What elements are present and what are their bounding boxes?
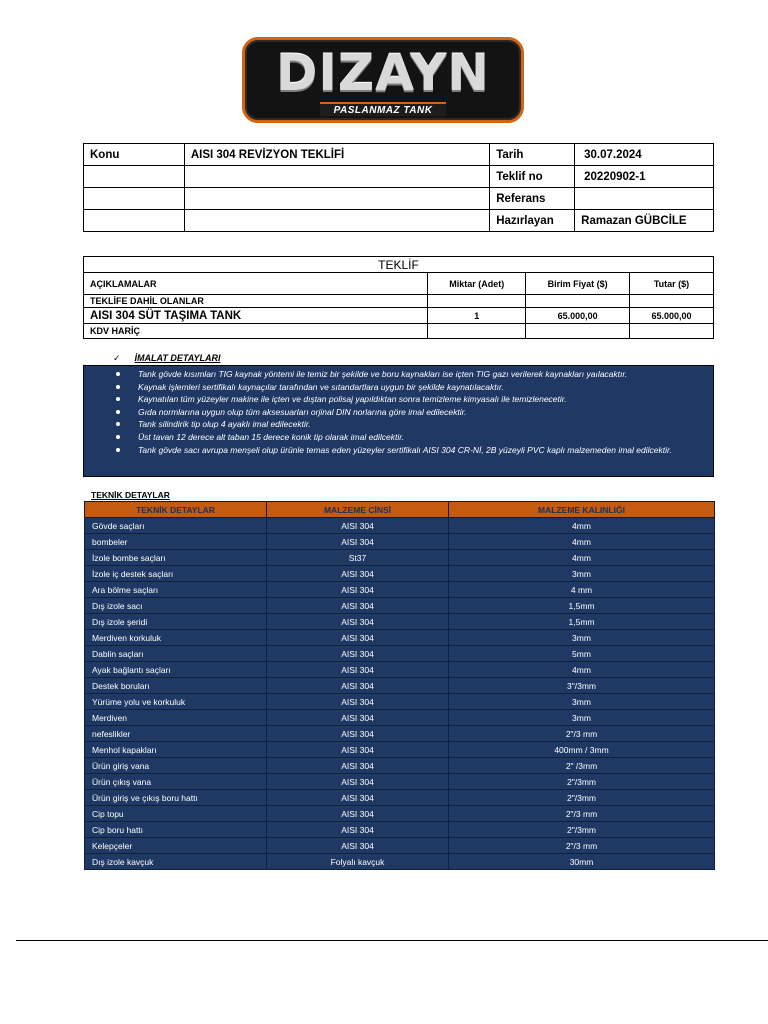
table-row [85,838,715,854]
list-item: Kaynak işlemleri sertifikalı kaynaçılar tarafından ve sıtandartlara uygun bir şekilde kaynatılacaktır. [138,381,713,394]
table-row [85,646,715,662]
technical-details-table [84,501,715,870]
imalat-list [84,368,713,456]
material-cell: AISI 304 [267,790,449,806]
detail-cell: Ara bölme saçları [85,582,267,598]
detail-cell: Cip boru hattı [85,822,267,838]
table-row [85,630,715,646]
tarih-label: Tarih [490,144,575,166]
detail-cell: Dış izole kavçuk [85,854,267,870]
material-cell: AISI 304 [267,534,449,550]
table-row [85,758,715,774]
table-row [85,806,715,822]
table-row [85,534,715,550]
detail-cell: Yürüme yolu ve korkuluk [85,694,267,710]
thickness-cell: 2"/3 mm [449,838,715,854]
quote-included-row [84,295,714,308]
material-cell: AISI 304 [267,614,449,630]
table-row [85,550,715,566]
detail-cell: nefeslikler [85,726,267,742]
material-cell: AISI 304 [267,662,449,678]
table-row [85,854,715,870]
thickness-cell: 3"/3mm [449,678,715,694]
hazirlayan-label: Hazırlayan [490,210,575,232]
empty-cell [184,166,489,188]
quote-header-row [84,273,714,295]
item-name: AISI 304 SÜT TAŞIMA TANK [84,308,428,324]
included-label: TEKLİFE DAHİL OLANLAR [84,295,428,308]
list-item: Kaynatılan tüm yüzeyler makine ile içten ve dıştan polisaj yapıldıktan sonra temizleme kimyasalı ile temizlenecetir. [138,393,713,406]
item-total: 65.000,00 [630,308,714,324]
table-row [85,662,715,678]
material-cell: AISI 304 [267,694,449,710]
empty-cell [526,295,630,308]
teknik-title: TEKNİK DETAYLAR [91,490,170,500]
thickness-cell: 4mm [449,662,715,678]
thickness-cell: 3mm [449,710,715,726]
empty-cell [630,295,714,308]
table-row [85,726,715,742]
col-aciklamalar: AÇIKLAMALAR [84,273,428,295]
imalat-title-text: İMALAT DETAYLARI [134,353,221,363]
detail-cell: Merdiven [85,710,267,726]
detail-cell: Dış izole şeridi [85,614,267,630]
footer-divider [16,940,768,941]
material-cell: AISI 304 [267,774,449,790]
table-row [85,614,715,630]
material-cell: AISI 304 [267,822,449,838]
list-item: Üst tavan 12 derece alt taban 15 derece konik tip olarak imal edilcektir. [138,431,713,444]
table-row [85,566,715,582]
thickness-cell: 4 mm [449,582,715,598]
thickness-cell: 3mm [449,630,715,646]
col-miktar: Miktar (Adet) [428,273,526,295]
imalat-title [113,353,221,364]
list-item: Tank gövde kısımları TIG kaynak yöntemi ile temiz bir şekilde ve boru kaynakları ise içten TIG gazı verilerek kaynakları yaılacaktır. [138,368,713,381]
thickness-cell: 2"/3mm [449,774,715,790]
list-item: Tank gövde sacı avrupa menşeli olup ürünle temas eden yüzeyler sertifikalı AISI 304 CR-Nİ, 2B yüzeyli PVC kaplı malzemeden imal edilcektir. [138,444,713,457]
thickness-cell: 30mm [449,854,715,870]
thickness-cell: 2" /3mm [449,758,715,774]
quote-kdv-row [84,324,714,339]
detail-cell: Merdiven korkuluk [85,630,267,646]
hazirlayan-value: Ramazan GÜBCİLE [575,210,714,232]
item-qty: 1 [428,308,526,324]
thickness-cell: 2"/3 mm [449,726,715,742]
thickness-cell: 2"/3mm [449,790,715,806]
col-teknik-detaylar: TEKNİK DETAYLAR [85,502,267,518]
table-row [85,790,715,806]
thickness-cell: 400mm / 3mm [449,742,715,758]
detail-cell: Ürün çıkış vana [85,774,267,790]
material-cell: AISI 304 [267,742,449,758]
material-cell: St37 [267,550,449,566]
quote-item-row [84,308,714,324]
logo-tagline: PASLANMAZ TANK [320,102,447,116]
material-cell: AISI 304 [267,678,449,694]
empty-cell [184,188,489,210]
imalat-details-box [83,365,714,477]
table-row [85,822,715,838]
list-item: Tank silindirik tip olup 4 ayaklı imal edilecektir. [138,418,713,431]
thickness-cell: 3mm [449,566,715,582]
empty-cell [428,295,526,308]
col-malzeme-cinsi: MALZEME CİNSİ [267,502,449,518]
detail-cell: İzole iç destek saçları [85,566,267,582]
item-unit-price: 65.000,00 [526,308,630,324]
teklif-no-label: Teklif no [490,166,575,188]
empty-cell [84,166,185,188]
checkmark-icon: ✓ [113,353,121,363]
detail-cell: Kelepçeler [85,838,267,854]
material-cell: AISI 304 [267,582,449,598]
thickness-cell: 3mm [449,694,715,710]
material-cell: AISI 304 [267,726,449,742]
konu-value: AISI 304 REVİZYON TEKLİFİ [184,144,489,166]
material-cell: AISI 304 [267,518,449,534]
tarih-value: 30.07.2024 [575,144,714,166]
referans-label: Referans [490,188,575,210]
detail-cell: Dış izole sacı [85,598,267,614]
empty-cell [526,324,630,339]
thickness-cell: 1,5mm [449,614,715,630]
header-row-hazirlayan [84,210,714,232]
detail-cell: Cip topu [85,806,267,822]
logo-wordmark: DIZAYN [275,44,491,102]
table-row [85,582,715,598]
konu-label: Konu [84,144,185,166]
col-tutar: Tutar ($) [630,273,714,295]
table-row [85,518,715,534]
detail-cell: Ürün giriş vana [85,758,267,774]
table-row [85,598,715,614]
detail-cell: Gövde saçları [85,518,267,534]
empty-cell [428,324,526,339]
header-row-referans [84,188,714,210]
thickness-cell: 4mm [449,534,715,550]
teklif-no-value: 20220902-1 [575,166,714,188]
material-cell: AISI 304 [267,598,449,614]
material-cell: AISI 304 [267,758,449,774]
table-row [85,678,715,694]
material-cell: AISI 304 [267,566,449,582]
detail-cell: Ürün giriş ve çıkış boru hattı [85,790,267,806]
material-cell: AISI 304 [267,646,449,662]
material-cell: AISI 304 [267,710,449,726]
header-info-table [83,143,714,232]
thickness-cell: 1,5mm [449,598,715,614]
detail-cell: bombeler [85,534,267,550]
material-cell: Folyalı kavçuk [267,854,449,870]
kdv-note: KDV HARİÇ [84,324,428,339]
tech-body [85,518,715,870]
referans-value [575,188,714,210]
thickness-cell: 2"/3mm [449,822,715,838]
table-row [85,774,715,790]
material-cell: AISI 304 [267,630,449,646]
empty-cell [84,188,185,210]
material-cell: AISI 304 [267,838,449,854]
col-birim-fiyat: Birim Fiyat ($) [526,273,630,295]
thickness-cell: 4mm [449,518,715,534]
header-row-teklif-no [84,166,714,188]
quote-table [83,256,714,339]
detail-cell: Destek boruları [85,678,267,694]
list-item: Gıda normlarına uygun olup tüm aksesuarları orjinal DIN norlarına göre imal edilecektir. [138,406,713,419]
detail-cell: Dablin saçları [85,646,267,662]
col-malzeme-kalinligi: MALZEME KALINLIĞI [449,502,715,518]
detail-cell: Ayak bağlantı saçları [85,662,267,678]
table-row [85,694,715,710]
empty-cell [630,324,714,339]
table-row [85,742,715,758]
thickness-cell: 4mm [449,550,715,566]
table-row [85,710,715,726]
material-cell: AISI 304 [267,806,449,822]
company-logo [242,37,524,123]
thickness-cell: 5mm [449,646,715,662]
thickness-cell: 2"/3 mm [449,806,715,822]
empty-cell [84,210,185,232]
empty-cell [184,210,489,232]
header-row-konu [84,144,714,166]
tech-header-row [85,502,715,518]
quote-title: TEKLİF [84,257,714,273]
detail-cell: Menhol kapakları [85,742,267,758]
detail-cell: İzole bombe saçları [85,550,267,566]
